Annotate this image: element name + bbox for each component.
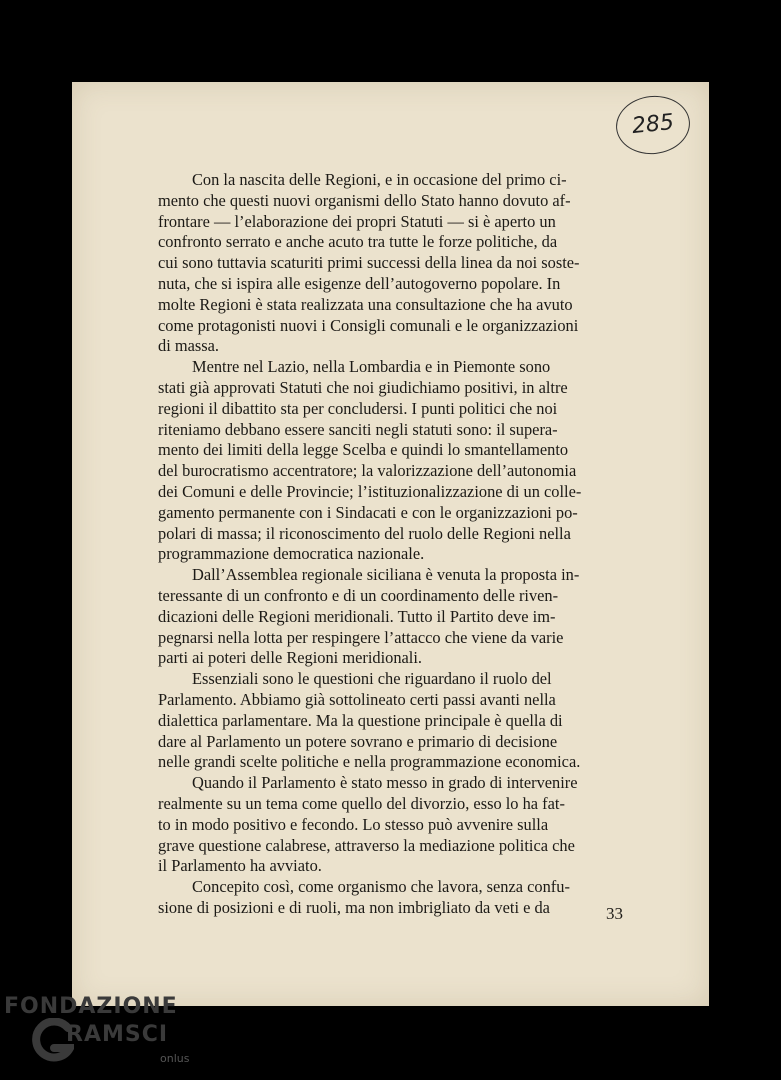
book-page (72, 82, 709, 1006)
watermark-suffix: onlus (160, 1052, 190, 1065)
paragraph-5: Quando il Parlamento è stato messo in grado di intervenire realmente su un tema come quello del divorzio, esso lo ha fat- to in modo positivo e fecondo. Lo stesso può avvenire sulla grave questione calabrese, attraverso la mediazione politica che il Parlamento ha avviato. (158, 773, 578, 876)
watermark-line2: RAMSCI (66, 1022, 169, 1047)
paragraph-1: Con la nascita delle Regioni, e in occasione del primo ci- mento che questi nuovi organismi dello Stato hanno dovuto af- frontare — l’elaborazione dei propri Statuti — si è aperto un confronto serrato e anche acuto tra tutte le forze politiche, da cui sono tuttavia scaturiti primi successi della linea da noi soste- nuta, che si ispira alle esigenze dell’autogoverno popolare. In molte Regioni è stata realizzata una consultazione che ha avuto come protagonisti nuovi i Consigli comunali e le organizzazioni di massa. (158, 170, 580, 356)
paragraph-2: Mentre nel Lazio, nella Lombardia e in Piemonte sono stati già approvati Statuti che noi giudichiamo positivi, in altre regioni il dibattito sta per concludersi. I punti politici che noi riteniamo debbano essere sanciti negli statuti sono: il supera- mento dei limiti della legge Scelba e quindi lo smantellamento del burocratismo accentratore; la valorizzazione dell’autonomia dei Comuni e delle Provincie; l’istituzionalizzazione di un colle- gamento permanente con i Sindacati e con le organizzazioni po- polari di massa; il riconoscimento del ruolo delle Regioni nella programmazione democratica nazionale. (158, 357, 582, 564)
body-text (158, 170, 626, 919)
fondazione-gramsci-watermark (4, 994, 204, 1074)
handwritten-page-annotation: 285 (613, 92, 693, 157)
watermark-line1: FONDAZIONE (4, 994, 178, 1019)
paragraph-3: Dall’Assemblea regionale siciliana è venuta la proposta in- teressante di un confronto e di un coordinamento delle riven- dicazioni delle Regioni meridionali. Tutto il Partito deve im- pegnarsi nella lotta per respingere l’attacco che viene da varie parti ai poteri delle Regioni meridionali. (158, 565, 580, 668)
page-number: 33 (606, 904, 623, 923)
paragraph-6: Concepito così, come organismo che lavora, senza confu- sione di posizioni e di ruoli, ma non imbrigliato da veti e da (158, 877, 570, 917)
paragraph-4: Essenziali sono le questioni che riguardano il ruolo del Parlamento. Abbiamo già sottolineato certi passi avanti nella dialettica parlamentare. Ma la questione principale è quella di dare al Parlamento un potere sovrano e primario di decisione nelle grandi scelte politiche e nella programmazione economica. (158, 669, 581, 772)
